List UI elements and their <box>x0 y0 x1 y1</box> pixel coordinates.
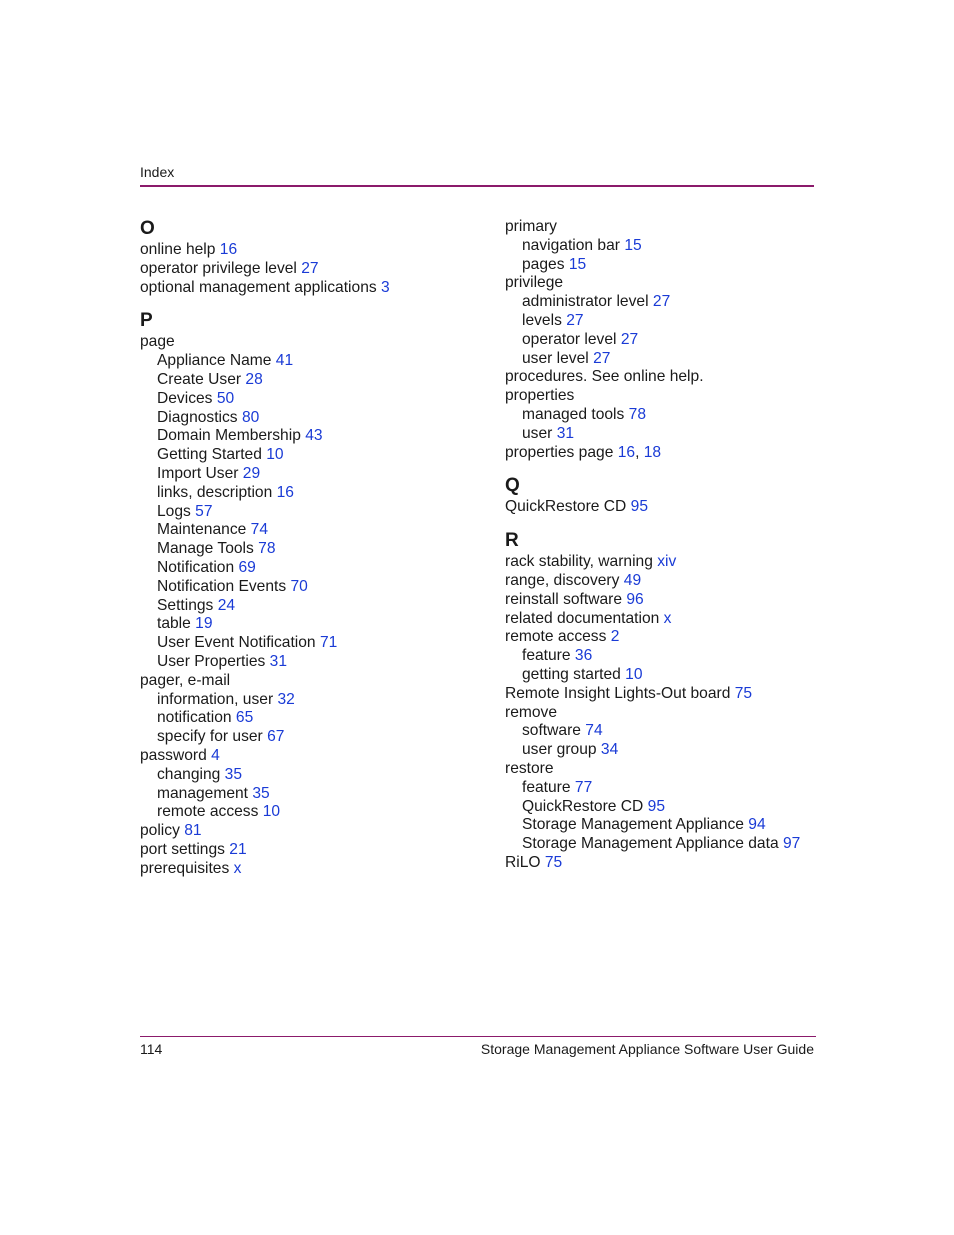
entry-term: Notification Events <box>157 577 287 595</box>
index-subentry <box>505 331 835 350</box>
entry-term: properties <box>505 387 575 405</box>
page-link[interactable]: 32 <box>277 690 295 708</box>
index-entry <box>505 591 835 610</box>
index-entry <box>505 628 835 647</box>
page-link[interactable]: 36 <box>574 647 593 665</box>
page-link[interactable]: 29 <box>242 464 261 482</box>
header-rule <box>140 185 814 187</box>
index-subentry <box>505 425 835 444</box>
page-link[interactable]: 41 <box>275 352 294 370</box>
index-entry <box>505 274 835 293</box>
index-entry <box>140 860 470 879</box>
index-entry <box>140 747 470 766</box>
entry-term: Storage Management Appliance <box>522 816 744 834</box>
entry-term: optional management applications <box>140 278 377 296</box>
index-subentry <box>505 237 835 256</box>
index-subentry <box>140 352 470 371</box>
entry-term: User Properties <box>157 652 266 670</box>
index-subentry <box>505 647 835 666</box>
entry-term: Storage Management Appliance data <box>522 835 779 853</box>
page-link[interactable]: 21 <box>229 840 247 858</box>
entry-term: pager, e-mail <box>140 671 231 689</box>
index-column-right <box>505 218 835 873</box>
index-subentry <box>140 540 470 559</box>
index-subentry <box>140 653 470 672</box>
index-subentry <box>505 816 835 835</box>
page-link[interactable]: 10 <box>266 446 284 464</box>
index-entry <box>140 672 470 691</box>
entry-term: Logs <box>157 502 191 520</box>
index-entry <box>140 822 470 841</box>
index-subentry <box>140 390 470 409</box>
page-link[interactable]: 57 <box>195 502 213 520</box>
entry-term: specify for user <box>157 728 263 746</box>
entry-term: privilege <box>505 274 564 292</box>
index-subentry <box>140 578 470 597</box>
page-link[interactable]: 74 <box>585 722 603 740</box>
index-subentry <box>140 728 470 747</box>
index-entry <box>505 704 835 723</box>
page-link[interactable]: 65 <box>235 709 254 727</box>
page-link[interactable]: 10 <box>625 665 643 683</box>
entry-term: Diagnostics <box>157 408 238 426</box>
index-subentry <box>505 293 835 312</box>
entry-term: QuickRestore CD <box>522 797 644 815</box>
entry-term: management <box>157 784 249 802</box>
page-link[interactable]: 27 <box>620 330 639 348</box>
page-link[interactable]: 69 <box>238 558 256 576</box>
entry-term: links, description <box>157 483 273 501</box>
page-link[interactable]: 35 <box>224 765 242 783</box>
page-link[interactable]: 74 <box>250 521 268 539</box>
index-entry <box>505 368 835 387</box>
page-link[interactable]: 35 <box>252 784 270 802</box>
section-letter: Q <box>505 475 520 497</box>
page-link[interactable]: 28 <box>245 370 263 388</box>
entry-term: remote access <box>157 803 259 821</box>
entry-term: QuickRestore CD <box>505 498 627 516</box>
entry-term: page <box>140 333 175 351</box>
index-subentry <box>140 691 470 710</box>
entry-term: Import User <box>157 464 239 482</box>
index-entry <box>505 610 835 629</box>
footer-rule <box>140 1036 816 1037</box>
entry-term: Manage Tools <box>157 540 254 558</box>
page-link[interactable]: 27 <box>301 259 319 277</box>
page-link[interactable]: 10 <box>262 803 281 821</box>
entry-term: information, user <box>157 690 274 708</box>
entry-term: operator privilege level <box>140 259 297 277</box>
entry-term: managed tools <box>522 405 625 423</box>
entry-term: getting started <box>522 665 621 683</box>
running-header: Index <box>140 164 175 180</box>
entry-term: policy <box>140 822 180 840</box>
index-subentry <box>505 779 835 798</box>
entry-term: Remote Insight Lights-Out board <box>505 684 731 702</box>
index-subentry <box>505 741 835 760</box>
index-section <box>140 218 470 297</box>
entry-term: rack stability, warning <box>505 553 653 571</box>
page-link[interactable]: 67 <box>267 728 285 746</box>
index-subentry <box>140 559 470 578</box>
index-entry <box>505 760 835 779</box>
entry-term: user <box>522 424 553 442</box>
index-subentry <box>140 803 470 822</box>
entry-term: prerequisites <box>140 859 230 877</box>
page-link[interactable]: 77 <box>574 778 593 796</box>
entry-term: administrator level <box>522 293 649 311</box>
index-entry <box>505 854 835 873</box>
entry-term: RiLO <box>505 853 541 871</box>
page-link[interactable]: 15 <box>624 236 642 254</box>
index-subentry <box>140 766 470 785</box>
entry-term: online help <box>140 241 216 258</box>
index-entry <box>140 260 470 279</box>
page-link[interactable]: 19 <box>195 615 213 633</box>
entry-term: levels <box>522 311 562 329</box>
entry-term: Notification <box>157 558 235 576</box>
page-link[interactable]: 70 <box>290 577 308 595</box>
index-subentry <box>140 521 470 540</box>
index-entry <box>505 685 835 704</box>
index-subentry <box>505 350 835 369</box>
page-link[interactable]: 16 <box>276 483 294 501</box>
page-link[interactable]: 31 <box>556 424 575 442</box>
section-letter: R <box>505 530 519 552</box>
index-subentry <box>505 666 835 685</box>
page-link[interactable]: 97 <box>782 835 801 853</box>
index-entry <box>505 387 835 406</box>
page-link[interactable]: 95 <box>647 797 666 815</box>
page-link[interactable]: 49 <box>623 571 642 589</box>
page-link[interactable]: 24 <box>217 596 236 614</box>
entry-term: software <box>522 722 581 740</box>
entry-term: primary <box>505 218 557 235</box>
page-link[interactable]: 15 <box>568 255 587 273</box>
entry-term: remote access <box>505 628 607 646</box>
index-subentry <box>505 835 835 854</box>
index-subentry <box>140 371 470 390</box>
page-link[interactable]: 31 <box>269 652 288 670</box>
index-section <box>505 530 835 873</box>
entry-term: Settings <box>157 596 214 614</box>
entry-term: user level <box>522 349 589 367</box>
index-subentry <box>140 409 470 428</box>
section-letter: P <box>140 310 153 332</box>
page-link[interactable]: x <box>233 859 242 877</box>
index-entry <box>505 553 835 572</box>
index-subentry <box>140 597 470 616</box>
index-subentry <box>140 446 470 465</box>
page-link[interactable]: 18 <box>643 443 662 461</box>
entry-term: changing <box>157 765 221 783</box>
index-entry: properties page 16, 18 <box>505 443 662 461</box>
entry-term: notification <box>157 709 232 727</box>
page-link[interactable]: 81 <box>184 822 202 840</box>
index-entry <box>505 498 835 517</box>
page-link[interactable]: 16 <box>617 443 636 461</box>
entry-term: restore <box>505 759 554 777</box>
entry-term: feature <box>522 647 571 665</box>
page-link[interactable]: xiv <box>657 553 677 571</box>
page-link[interactable]: 2 <box>610 628 620 646</box>
footer-title: Storage Management Appliance Software User Guide <box>480 1041 814 1057</box>
index-entry <box>505 218 835 237</box>
entry-term: range, discovery <box>505 571 620 589</box>
index-subentry <box>140 503 470 522</box>
section-letter: O <box>140 218 155 239</box>
entry-term: properties page <box>505 443 614 461</box>
index-section <box>505 218 835 462</box>
page-link[interactable]: 43 <box>305 427 323 445</box>
entry-term: feature <box>522 778 571 796</box>
index-subentry <box>505 256 835 275</box>
page-link[interactable]: 27 <box>566 311 584 329</box>
page-link[interactable]: 3 <box>381 278 390 296</box>
page-link[interactable]: 95 <box>630 498 649 516</box>
entry-term: Devices <box>157 389 213 407</box>
page-link[interactable]: 80 <box>241 408 260 426</box>
index-subentry <box>140 465 470 484</box>
index-entry <box>140 333 470 352</box>
entry-term: related documentation <box>505 609 660 627</box>
page-link[interactable]: 34 <box>600 741 619 759</box>
index-subentry <box>140 785 470 804</box>
page-link[interactable]: 27 <box>652 293 671 311</box>
index-entry <box>505 572 835 591</box>
index-entry <box>140 241 470 260</box>
index-subentry <box>140 615 470 634</box>
index-subentry <box>505 406 835 425</box>
entry-term: Domain Membership <box>157 427 301 445</box>
entry-term: Create User <box>157 370 242 388</box>
index-entry <box>140 279 470 298</box>
page-link[interactable]: 27 <box>593 349 611 367</box>
page-link[interactable]: 94 <box>748 816 766 834</box>
index-section <box>505 475 835 517</box>
index-column-left <box>140 218 470 879</box>
page-link[interactable]: 78 <box>258 540 276 558</box>
entry-term: operator level <box>522 330 617 348</box>
page-number: 114 <box>140 1041 163 1057</box>
page-link[interactable]: x <box>663 609 672 627</box>
entry-term: user group <box>522 741 597 759</box>
entry-term: pages <box>522 255 565 273</box>
page-link[interactable]: 71 <box>319 634 338 652</box>
index-subentry <box>505 722 835 741</box>
page-link[interactable]: 75 <box>544 853 563 871</box>
entry-term: Getting Started <box>157 446 262 464</box>
page-link[interactable]: 78 <box>628 405 646 423</box>
entry-term: navigation bar <box>522 236 620 254</box>
page-link[interactable]: 50 <box>216 389 235 407</box>
page-link[interactable]: 75 <box>734 684 753 702</box>
page-link[interactable]: 96 <box>626 590 644 608</box>
entry-term: Maintenance <box>157 521 247 539</box>
entry-term: table <box>157 615 191 633</box>
index-subentry <box>140 634 470 653</box>
index-subentry <box>505 312 835 331</box>
index-subentry <box>140 709 470 728</box>
entry-term: Appliance Name <box>157 352 272 370</box>
entry-term: User Event Notification <box>157 634 316 652</box>
entry-term: remove <box>505 703 557 721</box>
entry-term: password <box>140 746 207 764</box>
entry-term: reinstall software <box>505 590 622 608</box>
index-subentry <box>140 427 470 446</box>
index-section <box>140 310 470 878</box>
page-link[interactable]: 16 <box>219 241 238 258</box>
index-subentry <box>505 798 835 817</box>
page-link[interactable]: 4 <box>211 746 220 764</box>
entry-term: port settings <box>140 840 225 858</box>
index-subentry <box>140 484 470 503</box>
index-entry <box>140 841 470 860</box>
entry-term: procedures. See online help. <box>505 368 704 386</box>
